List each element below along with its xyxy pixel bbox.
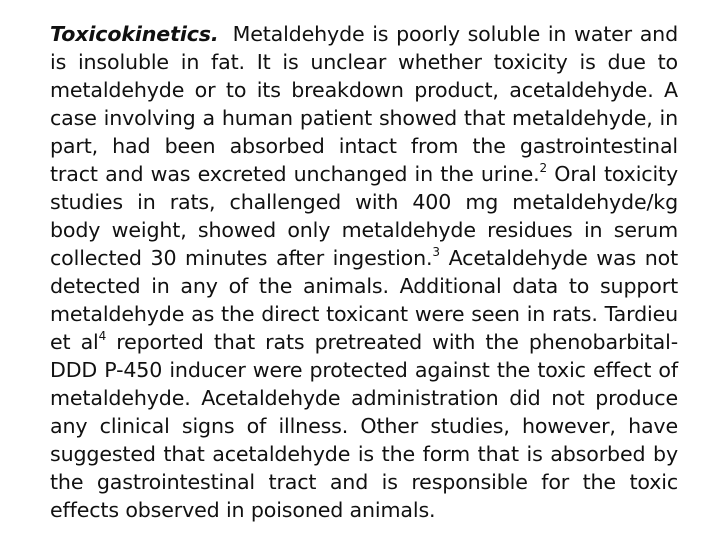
body-text: Metaldehyde is poorly soluble in water and is insoluble in fat. It is unclear whether toxicity is due to metaldehyde or to its breakdown product, acetaldehyde. A case involving a human patient showed that metaldehyde, in part, had been absorbed intact from the gastrointestinal tract and was excreted unchanged in the urine. bbox=[50, 22, 678, 186]
body-text: Oral toxicity studies in rats, challenged with 400 mg metaldehyde/kg body weight, showed only metaldehyde residues in serum collected 30 minutes after ingestion. bbox=[50, 162, 679, 270]
citation-superscript: 2 bbox=[539, 161, 547, 176]
citation-superscript: 3 bbox=[432, 245, 440, 260]
section-heading: Toxicokinetics. bbox=[50, 22, 219, 46]
citation-superscript: 4 bbox=[98, 329, 107, 344]
body-text: Acetaldehyde was not detected in any of the animals. Additional data to support metaldehyde as the direct toxicant were seen in rats. Tardieu et al bbox=[50, 246, 678, 354]
body-text: reported that rats pretreated with the phenobarbital-DDD P-450 inducer were protected against the toxic effect of metaldehyde. Acetaldehyde administration did not produce any clinical signs of illness. Other studies, however, have suggested that acetaldehyde is the form that is absorbed by the gastrointestinal tract and is responsible for the toxic effects observed in poisoned animals. bbox=[50, 330, 678, 522]
toxicokinetics-paragraph bbox=[50, 20, 678, 524]
document-page bbox=[50, 20, 678, 524]
